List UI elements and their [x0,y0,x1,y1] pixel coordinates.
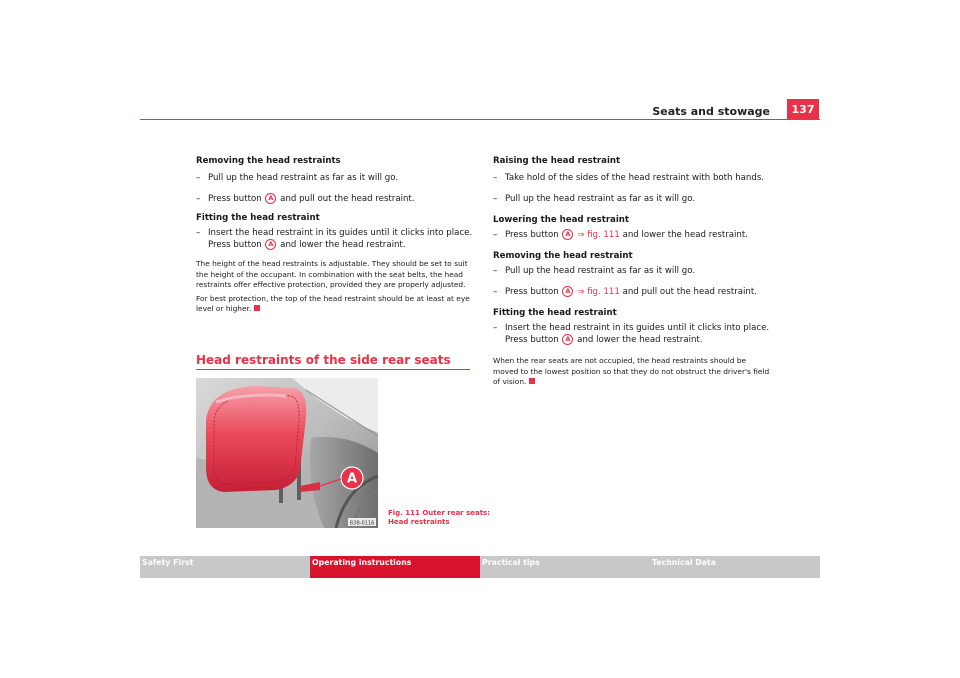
dash: – [493,173,498,183]
dash: – [493,323,498,333]
raising-heading: Raising the head restraint [493,156,621,166]
header-rule [140,119,820,120]
step-text: Press button [208,194,262,204]
end-stop-icon [529,378,535,384]
note-adjustable: The height of the head restraints is adjustable. They should be set to suit the height of the occupant. In combination with the seat belts, the head restraints offer effective protection, provided they are properly adjusted. [196,259,468,289]
figure-head-restraint [196,378,378,528]
step-text: and lower the head restraint. [622,230,748,240]
lowering-heading: Lowering the head restraint [493,215,630,225]
dash: – [493,266,498,276]
figure-caption [388,509,490,527]
dash: – [493,230,498,240]
removing-step-2 [196,193,474,205]
removing-heading-right: Removing the head restraint [493,251,633,261]
raising-step-2 [493,193,783,205]
button-a-symbol: A [265,193,276,204]
step-text: Pull up the head restraint as far as it will go. [505,266,696,276]
footer-nav [140,556,820,578]
left-column [196,155,474,315]
removing-step-1-right [493,265,783,277]
note-eye-level [196,294,474,315]
step-text: Press button [505,230,559,240]
button-a-symbol: A [562,286,573,297]
caption-line-1: Fig. 111 Outer rear seats: [388,509,491,517]
tab-practical-tips[interactable]: Practical tips [482,558,540,567]
button-a-symbol: A [562,229,573,240]
removing-step-1 [196,172,474,184]
note-text: When the rear seats are not occupied, the head restraints should be moved to the lowest position so that they do not obstruct the driver's field of vision. [493,356,770,386]
dash: – [493,287,498,297]
figure-callout-a: A [346,471,358,487]
dash: – [196,173,201,183]
lowering-step-1 [493,229,783,241]
step-text: Press button [208,240,262,250]
tab-technical-data[interactable]: Technical Data [652,558,716,567]
figure-reference-link[interactable]: ⇒ fig. 111 [577,230,620,240]
figure-code: B3B-0116 [349,520,375,527]
tab-operating-instructions[interactable]: Operating instructions [310,556,480,578]
step-text: Insert the head restraint in its guides until it clicks into place. [208,228,473,238]
removing-step-2-right [493,286,783,298]
fitting-heading: Fitting the head restraint [196,213,320,223]
step-text: Insert the head restraint in its guides until it clicks into place. [505,323,770,333]
fitting-step-1 [196,227,474,251]
step-text: Press button [505,335,559,345]
removing-heading: Removing the head restraints [196,156,341,166]
step-text: Press button [505,287,559,297]
dash: – [196,194,201,204]
end-stop-icon [254,305,260,311]
step-text: Pull up the head restraint as far as it will go. [505,194,696,204]
fitting-step-1-right [493,322,783,346]
button-a-symbol: A [265,239,276,250]
step-text: Take hold of the sides of the head restraint with both hands. [505,173,765,183]
head-restraint-illustration [196,378,378,528]
step-line-2 [208,239,474,251]
step-text: and pull out the head restraint. [622,287,757,297]
raising-step-1 [493,172,783,184]
tab-safety-first[interactable]: Safety First [142,558,194,567]
step-text: and lower the head restraint. [577,335,703,345]
fitting-heading-right: Fitting the head restraint [493,308,617,318]
page-number-badge: 137 [787,99,819,119]
right-column [493,155,783,388]
step-line-2 [505,334,783,346]
dash: – [493,194,498,204]
note-rear-seats [493,356,771,388]
section-heading: Head restraints of the side rear seats [196,353,451,367]
figure-reference-link[interactable]: ⇒ fig. 111 [577,287,620,297]
step-text: and lower the head restraint. [280,240,406,250]
dash: – [196,228,201,238]
step-text: Pull up the head restraint as far as it will go. [208,173,399,183]
caption-line-2: Head restraints [388,518,450,526]
section-rule [196,369,470,370]
header-title: Seats and stowage [652,105,770,118]
step-text: and pull out the head restraint. [280,194,415,204]
button-a-symbol: A [562,334,573,345]
note-text: For best protection, the top of the head restraint should be at least at eye level or higher. [196,293,470,313]
